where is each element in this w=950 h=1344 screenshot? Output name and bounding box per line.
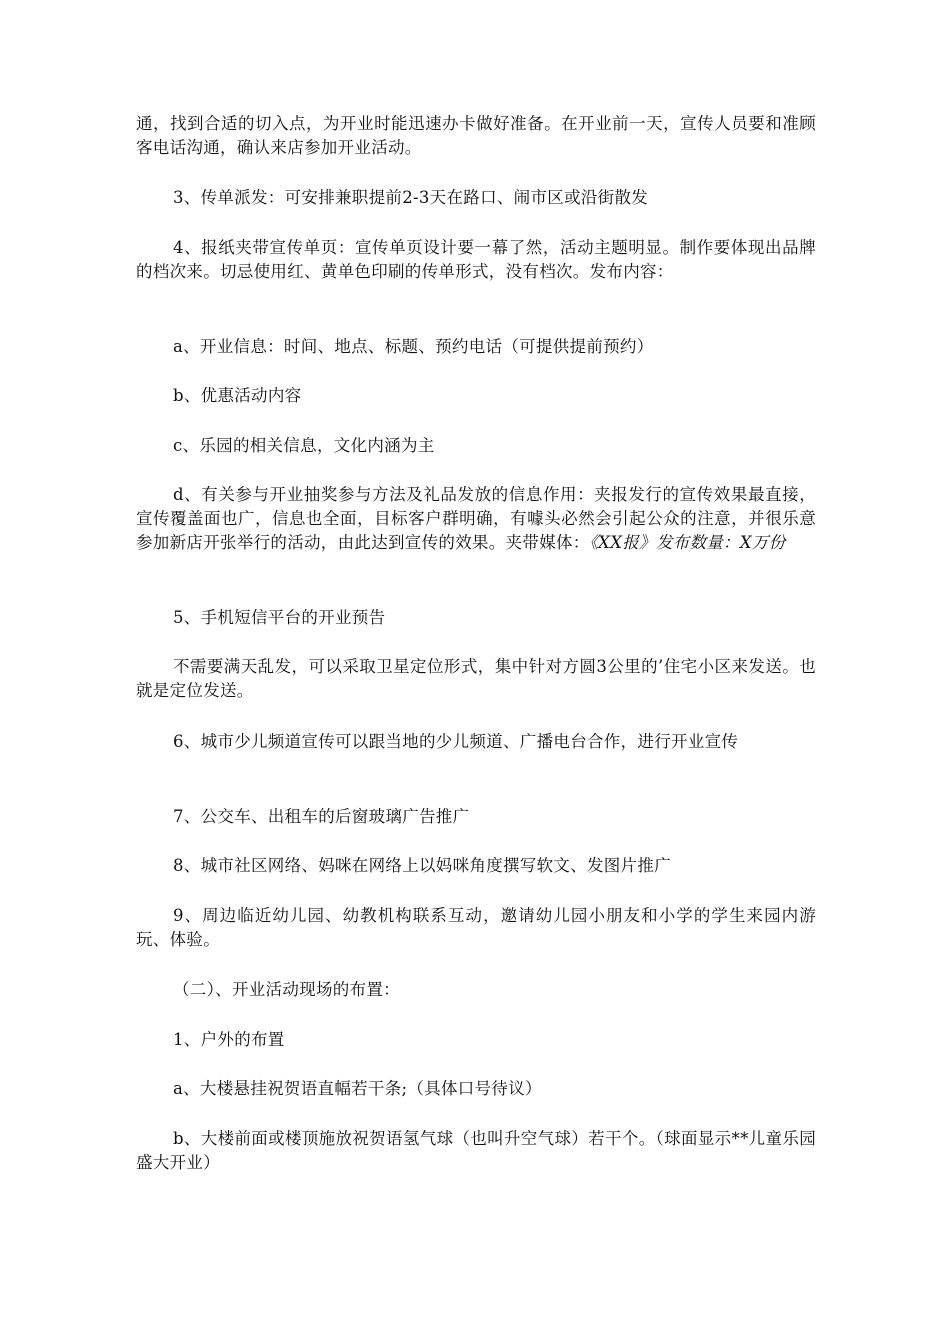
paragraph-item-c: c、乐园的相关信息，文化内涵为主 xyxy=(173,436,435,455)
paragraph-outdoor-b: b、大楼前面或楼顶施放祝贺语氢气球（也叫升空气球）若干个。（球面显示**儿童乐园盛大开业） xyxy=(136,1129,816,1172)
paragraph-item-d-text: d、有关参与开业抽奖参与方法及礼品发放的信息作用：夹报发行的宣传效果最直接，宣传覆盖面也广，信息也全面，目标客户群明确，有噱头必然会引起公众的注意，并很乐意参加新店开张举行的活动，由此达到宣传的效果。夹带媒体： xyxy=(136,485,816,552)
paragraph-item-6: 6、城市少儿频道宣传可以跟当地的少儿频道、广播电台合作，进行开业宣传 xyxy=(173,732,739,751)
paragraph-continuation: 通，找到合适的切入点，为开业时能迅速办卡做好准备。在开业前一天，宣传人员要和准顾客电话沟通，确认来店参加开业活动。 xyxy=(136,114,816,157)
paragraph-item-3: 3、传单派发：可安排兼职提前2-3天在路口、闹市区或沿街散发 xyxy=(173,188,649,207)
paragraph-outdoor: 1、户外的布置 xyxy=(173,1030,285,1049)
paragraph-item-8: 8、城市社区网络、妈咪在网络上以妈咪角度撰写软文、发图片推广 xyxy=(173,856,671,875)
paragraph-sms-detail: 不需要满天乱发，可以采取卫星定位形式，集中针对方圆3公里的’住宅小区来发送。也就是定位发送。 xyxy=(136,657,816,700)
paragraph-item-b: b、优惠活动内容 xyxy=(173,386,302,405)
paragraph-item-5: 5、手机短信平台的开业预告 xyxy=(173,608,386,627)
paragraph-item-4: 4、报纸夹带宣传单页：宣传单页设计要一幕了然，活动主题明显。制作要体现出品牌的档次来。切忌使用红、黄单色印刷的传单形式，没有档次。发布内容： xyxy=(136,238,816,281)
paragraph-outdoor-a: a、大楼悬挂祝贺语直幅若干条;（具体口号待议） xyxy=(173,1079,542,1098)
paragraph-item-7: 7、公交车、出租车的后窗玻璃广告推广 xyxy=(173,807,470,826)
paragraph-item-d xyxy=(136,483,816,555)
media-quantity-text: 《XX报》发布数量：X万份 xyxy=(589,533,786,552)
paragraph-item-9: 9、周边临近幼儿园、幼教机构联系互动，邀请幼儿园小朋友和小学的学生来园内游玩、体验。 xyxy=(136,906,816,949)
paragraph-item-a: a、开业信息：时间、地点、标题、预约电话（可提供提前预约） xyxy=(173,337,654,356)
section-heading-2: （二）、开业活动现场的布置： xyxy=(173,980,400,999)
